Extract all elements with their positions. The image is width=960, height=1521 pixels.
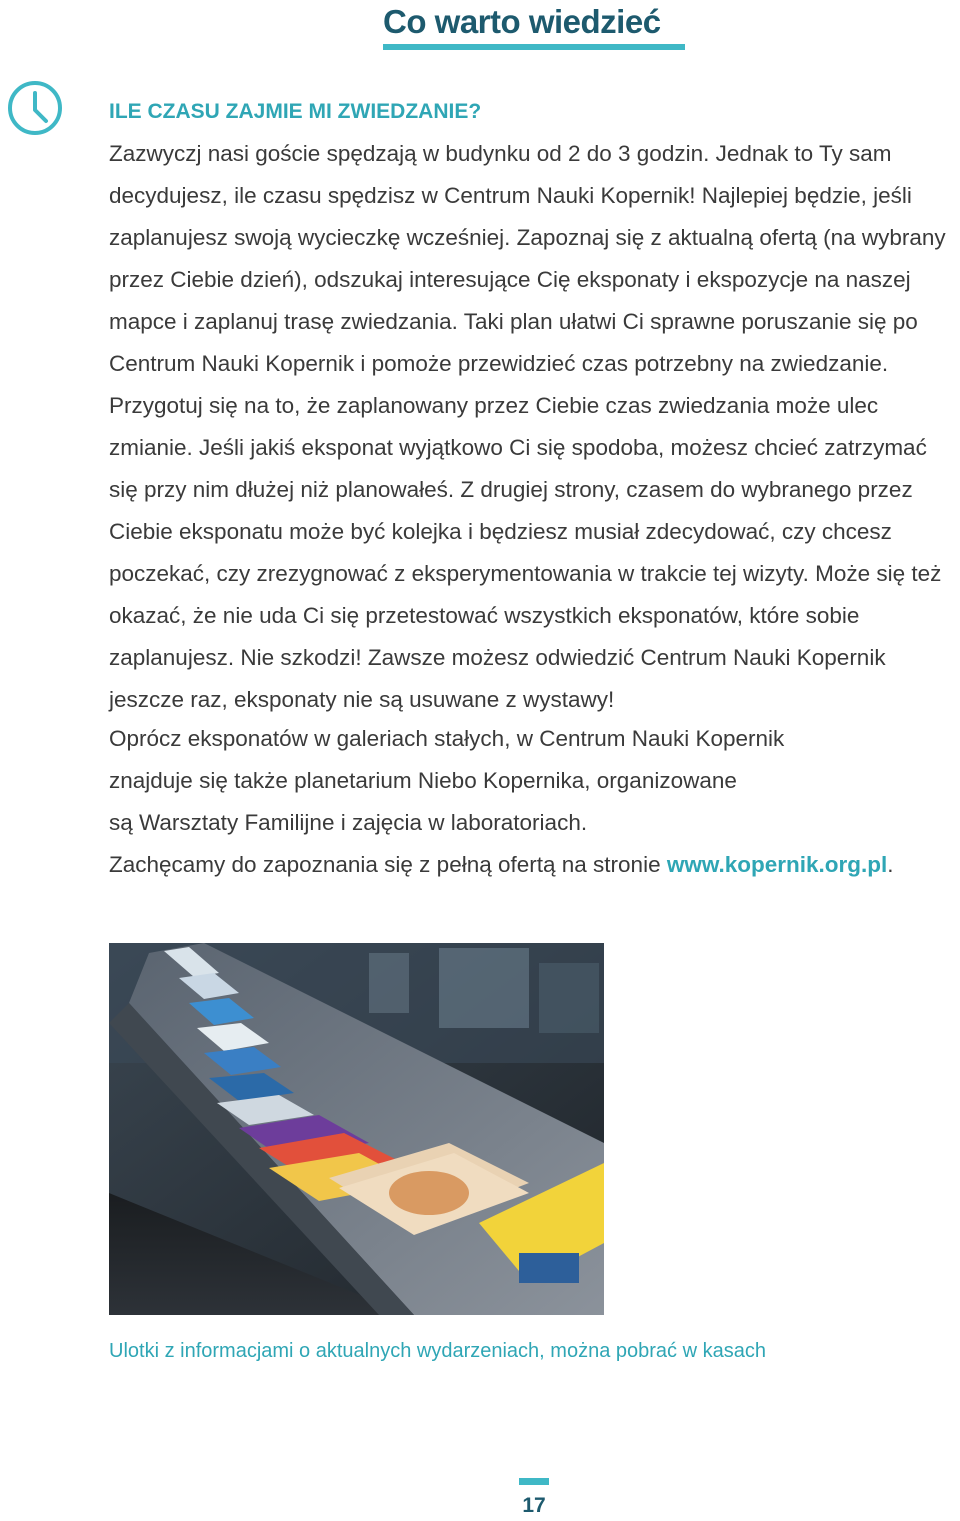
title-underline bbox=[383, 44, 685, 50]
paragraph-visit-time: Zazwyczj nasi goście spędzają w budynku od 2 do 3 godzin. Jednak to Ty sam decydujesz, ile czasu spędzisz w Centrum Nauki Kopernik! Najlepiej będzie, jeśli zaplanujesz swoją wycieczkę wcześniej. Zapoznaj się z aktualną ofertą (na wybrany przez Ciebie dzień), odszukaj interesujące Cię eksponaty i ekspozycje na naszej mapce i zaplanuj trasę zwiedzania. Taki plan ułatwi Ci sprawne poruszanie się po Centrum Nauki Kopernik i pomoże przewidzieć czas potrzebny na zwiedzanie. Przygotuj się na to, że zaplanowany przez Ciebie czas zwiedzania może ulec zmianie. Jeśli jakiś eksponat wyjątkowo Ci się spodoba, możesz chcieć zatrzymać się przy nim dłużej niż planowałeś. Z drugiej strony, czasem do wybranego przez Ciebie eksponatu może być kolejka i będziesz musiał zdecydować, czy chcesz poczekać, czy zrezygnować z eksperymentowania w trakcie tej wizyty. Może się też okazać, że nie uda Ci się przetestować wszystkich eksponatów, które sobie zaplanujesz. Nie szkodzi! Zawsze możesz odwiedzić Centrum Nauki Kopernik jeszcze raz, eksponaty nie są usuwane z wystawy! bbox=[109, 141, 946, 712]
leaflets-photo-illustration bbox=[109, 943, 604, 1315]
paragraph-offer bbox=[109, 718, 959, 886]
offer-line-4: Zachęcamy do zapoznania się z pełną ofertą na stronie bbox=[109, 852, 667, 877]
photo-caption: Ulotki z informacjami o aktualnych wydarzeniach, można pobrać w kasach bbox=[109, 1340, 766, 1362]
offer-line-1: Oprócz eksponatów w galeriach stałych, w Centrum Nauki Kopernik bbox=[109, 726, 785, 751]
page-number-bar bbox=[519, 1478, 549, 1485]
offer-line-3: są Warsztaty Familijne i zajęcia w laboratoriach. bbox=[109, 810, 588, 835]
body-text bbox=[109, 133, 959, 886]
section-heading: ILE CZASU ZAJMIE MI ZWIEDZANIE? bbox=[109, 100, 482, 123]
page-number: 17 bbox=[522, 1494, 546, 1517]
clock-icon bbox=[6, 79, 64, 137]
website-link[interactable]: www.kopernik.org.pl bbox=[666, 852, 888, 877]
offer-line-4-end: . bbox=[887, 852, 894, 877]
leaflets-photo bbox=[109, 943, 604, 1315]
offer-line-2: znajduje się także planetarium Niebo Kopernika, organizowane bbox=[109, 768, 737, 793]
page-title: Co warto wiedzieć bbox=[383, 3, 661, 40]
